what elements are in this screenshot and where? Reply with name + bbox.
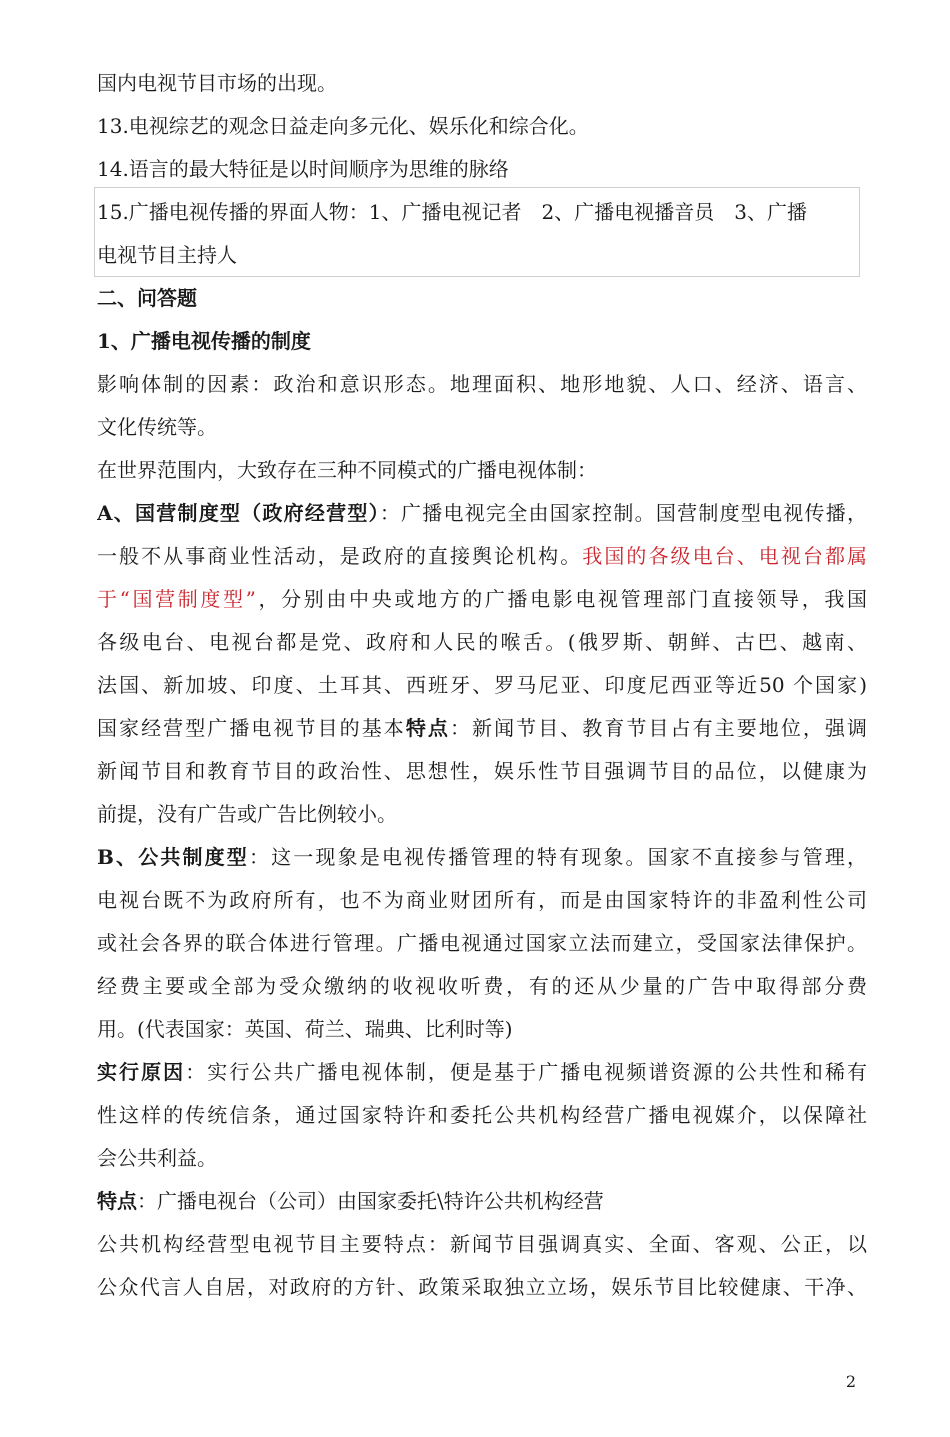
- paragraph-line: 电视台既不为政府所有，也不为商业财团所有，而是由国家特许的非盈利性公司: [97, 888, 867, 912]
- paragraph-line: 公共机构经营型电视节目主要特点：新闻节目强调真实、全面、客观、公正，以: [97, 1232, 867, 1256]
- paragraph-line: 或社会各界的联合体进行管理。广播电视通过国家立法而建立，受国家法律保护。: [97, 931, 867, 955]
- paragraph-line: 于“国营制度型”，分别由中央或地方的广播电影电视管理部门直接领导，我国: [97, 587, 867, 611]
- paragraph-line: B、公共制度型：这一现象是电视传播管理的特有现象。国家不直接参与管理，: [97, 845, 867, 869]
- paragraph-line: A、国营制度型（政府经营型）：广播电视完全由国家控制。国营制度型电视传播，: [97, 501, 867, 525]
- paragraph-line: 会公共利益。: [97, 1146, 217, 1170]
- list-item-14: 14.语言的最大特征是以时间顺序为思维的脉络: [97, 157, 509, 181]
- paragraph-line: 国家经营型广播电视节目的基本特点：新闻节目、教育节目占有主要地位，强调: [97, 716, 867, 740]
- paragraph-line: 公众代言人自居，对政府的方针、政策采取独立立场，娱乐节目比较健康、干净、: [97, 1275, 867, 1299]
- section-heading: 二、问答题: [97, 286, 197, 310]
- paragraph-line: 特点：广播电视台（公司）由国家委托\特许公共机构经营: [97, 1189, 604, 1213]
- subsection-heading: 1、广播电视传播的制度: [97, 329, 311, 353]
- list-item-15: 15.广播电视传播的界面人物：1、广播电视记者 2、广播电视播音员 3、广播: [97, 200, 807, 224]
- paragraph-line: 经费主要或全部为受众缴纳的收视收听费，有的还从少量的广告中取得部分费: [97, 974, 867, 998]
- paragraph-line: 文化传统等。: [97, 415, 217, 439]
- text-line: 电视节目主持人: [97, 243, 237, 267]
- paragraph-line: 影响体制的因素：政治和意识形态。地理面积、地形地貌、人口、经济、语言、: [97, 372, 867, 396]
- highlighted-text: 我国的各级电台、电视台都属: [582, 544, 867, 568]
- paragraph-line: 法国、新加坡、印度、土耳其、西班牙、罗马尼亚、印度尼西亚等近50 个国家): [97, 673, 867, 697]
- list-item-13: 13.电视综艺的观念日益走向多元化、娱乐化和综合化。: [97, 114, 589, 138]
- paragraph-line: 一般不从事商业性活动，是政府的直接舆论机构。我国的各级电台、电视台都属: [97, 544, 867, 568]
- page-number: 2: [845, 1372, 857, 1391]
- paragraph-line: 各级电台、电视台都是党、政府和人民的喉舌。(俄罗斯、朝鲜、古巴、越南、: [97, 630, 867, 654]
- paragraph-line: 在世界范围内，大致存在三种不同模式的广播电视体制：: [97, 458, 597, 482]
- paragraph-line: 新闻节目和教育节目的政治性、思想性，娱乐性节目强调节目的品位，以健康为: [97, 759, 867, 783]
- highlighted-text: 于“国营制度型”: [97, 587, 256, 611]
- text-line: 国内电视节目市场的出现。: [97, 71, 337, 95]
- paragraph-line: 实行原因：实行公共广播电视体制，便是基于广播电视频谱资源的公共性和稀有: [97, 1060, 867, 1084]
- paragraph-line: 用。(代表国家：英国、荷兰、瑞典、比利时等): [97, 1017, 513, 1041]
- paragraph-line: 前提，没有广告或广告比例较小。: [97, 802, 397, 826]
- paragraph-line: 性这样的传统信条，通过国家特许和委托公共机构经营广播电视媒介，以保障社: [97, 1103, 867, 1127]
